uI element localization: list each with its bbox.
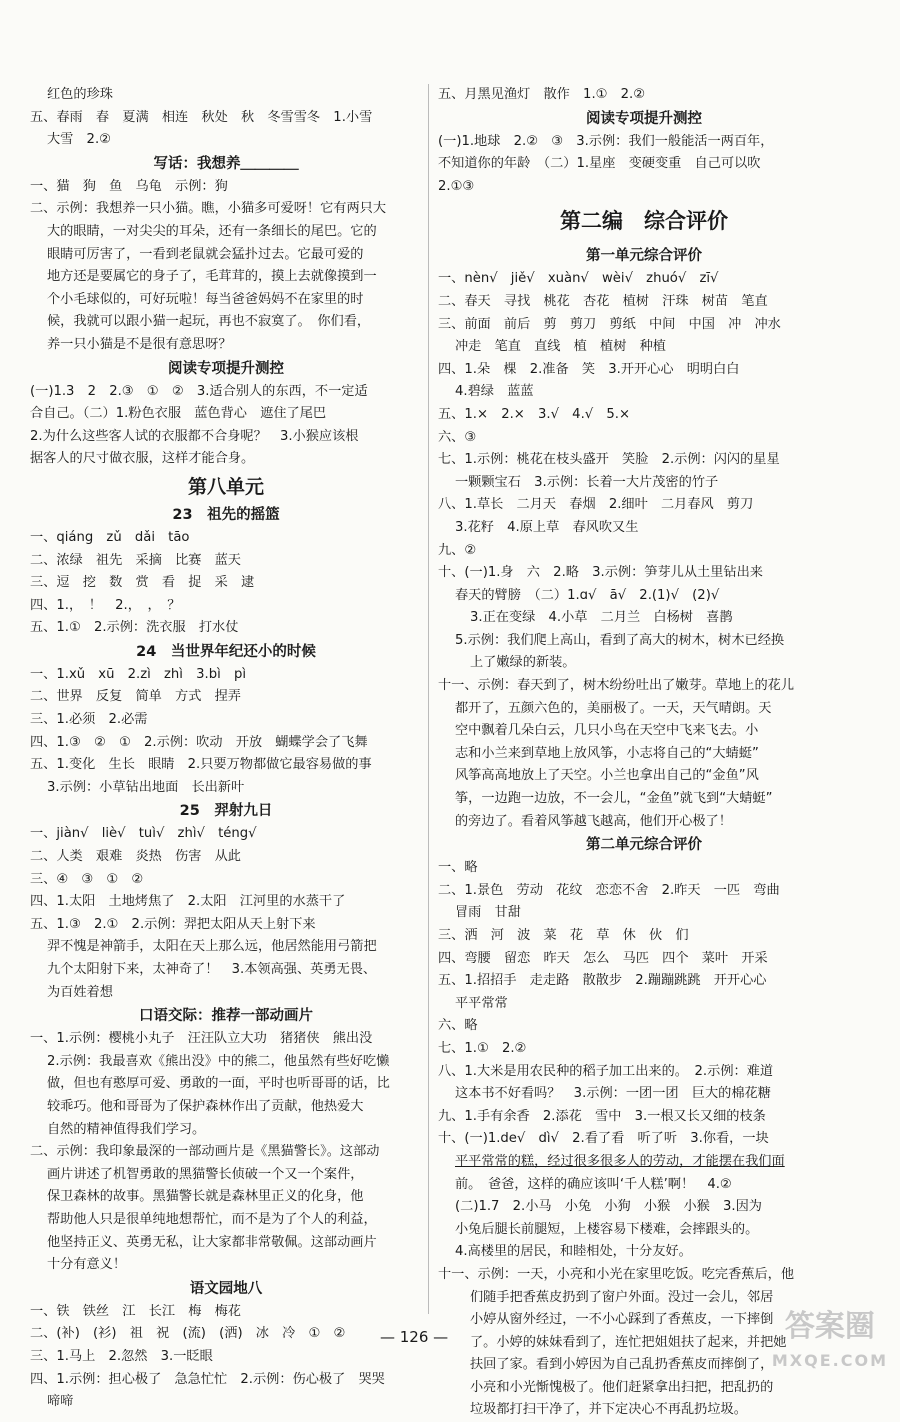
left-line: 二、世界 反复 简单 方式 捏弄 <box>30 689 241 705</box>
left-line: 二、人类 艰难 炎热 伤害 从此 <box>30 849 241 865</box>
left-line: 23 祖先的摇篮 <box>172 506 280 523</box>
left-line: 四、1.示例：担心极了 急急忙忙 2.示例：伤心极了 哭哭 <box>30 1371 385 1387</box>
right-line: 筝，一边跑一边放，不一会儿，“金鱼”就飞到“大蜻蜓” <box>455 791 773 807</box>
right-line: (二)1.7 2.小马 小兔 小狗 小猴 小猴 3.因为 <box>455 1199 762 1215</box>
watermark-bottom: MXQE.COM <box>771 1351 888 1370</box>
left-line: 保卫森林的故事。黑猫警长就是森林里正义的化身，他 <box>47 1189 364 1205</box>
right-line: 五、1.× 2.× 3.√ 4.√ 5.× <box>438 406 630 422</box>
right-line: 5.示例：我们爬上高山，看到了高大的树木，树木已经换 <box>455 632 785 648</box>
right-line: 都开了，五颜六色的，美丽极了。一天，天气晴朗。天 <box>455 700 772 716</box>
left-line: 一、jiàn√ liè√ tuì√ zhì√ téng√ <box>30 826 257 842</box>
left-line: 一、1.示例：樱桃小丸子 汪汪队立大功 猪猪侠 熊出没 <box>30 1031 373 1047</box>
left-line: 大雪 2.② <box>47 132 111 148</box>
right-line: 小婷从窗外经过，一不小心踩到了香蕉皮，一下摔倒 <box>470 1312 774 1328</box>
right-line: 小兔后腿长前腿短，上楼容易下楼难，会摔跟头的。 <box>455 1221 759 1237</box>
left-line: 九个太阳射下来，太神奇了！ 3.本领高强、英勇无畏、 <box>47 962 377 977</box>
left-line: 口语交际：推荐一部动画片 <box>139 1008 313 1025</box>
right-line: 七、1.① 2.② <box>438 1040 527 1056</box>
right-line: 冒雨 甘甜 <box>455 905 521 921</box>
right-line: 小亮和小光惭愧极了。他们赶紧拿出扫把，把乱扔的 <box>470 1379 774 1395</box>
left-line: 养一只小猫是不是很有意思呀？ <box>47 336 232 352</box>
right-line: 前。 爸爸，这样的确应该叫‘千人糕’啊！ 4.② <box>455 1176 732 1192</box>
right-line: 4.碧绿 蓝蓝 <box>455 384 534 400</box>
left-line: 三、1.必须 2.必需 <box>30 712 148 728</box>
left-line: 二、示例：我印象最深的一部动画片是《黑猫警长》。这部动 <box>30 1144 380 1160</box>
left-line: 第八单元 <box>187 475 264 498</box>
left-line: 较乖巧。他和哥哥为了保护森林作出了贡献，他热爱大 <box>47 1098 364 1114</box>
left-line: 五、1.① 2.示例：洗衣服 打水仗 <box>30 620 239 636</box>
right-line: 春天的臂膀 （二）1.ɑ√ ā√ 2.(1)√ (2)√ <box>455 587 720 603</box>
right-line: 垃圾都打扫干净了，并下定决心不再乱扔垃圾。 <box>470 1402 747 1418</box>
right-line: 上了嫩绿的新装。 <box>470 655 576 671</box>
right-line: (一)1.地球 2.② ③ 3.示例：我们一般能活一两百年， <box>438 133 774 149</box>
right-line: 3.花籽 4.原上草 春风吹又生 <box>455 519 639 535</box>
right-line: 十一、示例：一天，小亮和小光在家里吃饭。吃完香蕉后，他 <box>438 1266 795 1282</box>
right-line: 三、前面 前后 剪 剪刀 剪纸 中间 中国 冲 冲水 <box>438 316 781 332</box>
left-line: 二、(补) (衫) 祖 祝 (流) (洒) 冰 冷 ① ② <box>30 1326 346 1342</box>
left-line: 三、1.马上 2.忽然 3.一眨眼 <box>30 1348 213 1364</box>
left-line: 十分有意义！ <box>47 1257 127 1273</box>
left-line: 做，但也有憨厚可爱、勇敢的一面，平时也听哥哥的话，比 <box>47 1076 390 1092</box>
right-line: 一、nèn√ jiě√ xuàn√ wèi√ zhuó√ zī√ <box>438 271 719 287</box>
watermark <box>772 1310 888 1378</box>
right-line: 七、1.示例：桃花在枝头盛开 笑脸 2.示例：闪闪的星星 <box>438 452 780 468</box>
left-line: 3.示例：小草钻出地面 长出新叶 <box>47 779 245 795</box>
right-line: 一颗颗宝石 3.示例：长着一大片茂密的竹子 <box>455 474 719 490</box>
right-line: 风筝高高地放上了天空。小兰也拿出自己的“金鱼”风 <box>455 768 759 784</box>
left-line: (一)1.3 2 2.③ ① ② 3.适合别人的东西，不一定适 <box>30 383 368 399</box>
left-line: 2.为什么这些客人试的衣服都不合身呢？ 3.小猴应该根 <box>30 428 359 444</box>
right-line: 五、1.招招手 走走路 散散步 2.蹦蹦跳跳 开开心心 <box>438 973 767 989</box>
right-line: 十一、示例：春天到了，树木纷纷吐出了嫩芽。草地上的花儿 <box>438 678 795 694</box>
right-line: 六、③ <box>438 429 477 445</box>
right-line: 十、(一)1.de√ dì√ 2.看了看 听了听 3.你看，一块 <box>438 1131 769 1147</box>
left-line: 羿不愧是神箭手，太阳在天上那么远，他居然能用弓箭把 <box>47 939 377 955</box>
left-line: 一、qiáng zǔ dǎi tāo <box>30 529 190 545</box>
left-line: 语文园地八 <box>189 1280 263 1297</box>
left-line: 二、示例：我想养一只小猫。瞧，小猫多可爱呀！它有两只大 <box>30 201 387 217</box>
left-line: 四、1.太阳 土地烤焦了 2.太阳 江河里的水蒸干了 <box>30 894 346 910</box>
left-line: 一、铁 铁丝 江 长江 梅 梅花 <box>30 1303 241 1319</box>
left-line: 四、1.， ！ 2.， ， ？ <box>30 597 181 613</box>
right-line: 八、1.大米是用农民种的稻子加工出来的。 2.示例：难道 <box>438 1063 774 1079</box>
right-line: 3.正在变绿 4.小草 二月兰 白杨树 喜鹊 <box>470 610 733 626</box>
right-line: 这本书不好看吗？ 3.示例：一团一团 巨大的棉花糖 <box>455 1086 771 1102</box>
right-column <box>438 84 850 1422</box>
right-line: 一、略 <box>438 860 478 876</box>
left-line: 自然的精神值得我们学习。 <box>47 1121 206 1137</box>
right-line: 第一单元综合评价 <box>586 248 702 265</box>
right-line: 2.①③ <box>438 178 475 194</box>
left-line: 24 当世界年纪还小的时候 <box>136 643 316 660</box>
left-line: 他坚持正义、英勇无私，让大家都非常敬佩。这部动画片 <box>47 1234 377 1250</box>
right-line: 不知道你的年龄 （二）1.星座 变硬变重 自己可以吹 <box>438 156 761 172</box>
right-line: 四、弯腰 留恋 昨天 怎么 马匹 四个 菜叶 开采 <box>438 950 768 966</box>
left-line: 个小毛球似的，可好玩啦！每当爸爸妈妈不在家里的时 <box>47 291 364 307</box>
right-line: 空中飘着几朵白云，几只小鸟在天空中飞来飞去。小 <box>455 723 759 739</box>
right-line: 第二单元综合评价 <box>586 837 702 854</box>
right-line: 二、春天 寻找 桃花 杏花 植树 汗珠 树苗 笔直 <box>438 293 768 309</box>
right-line: 九、② <box>438 542 477 558</box>
left-column <box>30 84 422 1414</box>
left-line: 大的眼睛，一对尖尖的耳朵，还有一条细长的尾巴。它的 <box>47 223 377 239</box>
left-line: 25 羿射九日 <box>179 803 273 820</box>
left-line: 红色的珍珠 <box>47 87 113 102</box>
left-line: 三、④ ③ ① ② <box>30 871 144 887</box>
left-line: 合自己。（二）1.粉色衣服 蓝色背心 遮住了尾巴 <box>30 406 327 422</box>
right-line: 平平常常的糕，经过很多很多人的劳动，才能摆在我们面 <box>455 1153 785 1169</box>
right-line: 十、(一)1.身 六 2.略 3.示例：笋芽儿从土里钻出来 <box>438 565 763 581</box>
watermark-top: 答案圈 <box>784 1309 875 1344</box>
left-line: 阅读专项提升测控 <box>168 360 284 377</box>
left-line: 一、1.xǔ xū 2.zì zhì 3.bì pì <box>30 666 246 682</box>
right-line: 四、1.朵 棵 2.准备 笑 3.开开心心 明明白白 <box>438 361 740 377</box>
left-line: 地方还是要属它的身子了，毛茸茸的，摸上去就像摸到一 <box>47 269 377 285</box>
left-line: 据客人的尺寸做衣服，这样才能合身。 <box>30 451 255 467</box>
right-line: 志和小兰来到草地上放风筝，小志将自己的“大蜻蜓” <box>455 745 759 761</box>
right-line: 平平常常 <box>455 995 508 1011</box>
left-line: 一、猫 狗 鱼 乌龟 示例：狗 <box>30 178 228 194</box>
right-line: 们随手把香蕉皮扔到了窗户外面。没过一会儿，邻居 <box>470 1289 774 1305</box>
left-line: 为百姓着想 <box>47 984 113 1000</box>
page-number: — 126 — <box>380 1328 449 1346</box>
left-line: 帮助他人只是很单纯地想帮忙，而不是为了个人的利益， <box>47 1211 377 1227</box>
left-line: 写话：我想养＿＿＿＿ <box>153 155 299 172</box>
left-line: 四、1.③ ② ① 2.示例：吹动 开放 蝴蝶学会了飞舞 <box>30 734 368 750</box>
column-divider <box>428 84 429 1314</box>
right-line: 八、1.草长 二月天 春烟 2.细叶 二月春风 剪刀 <box>438 497 754 513</box>
left-line: 候，我就可以跟小猫一起玩，再也不寂寞了。 你们看， <box>47 314 371 330</box>
right-line: 二、1.景色 劳动 花纹 恋恋不舍 2.昨天 一匹 弯曲 <box>438 882 780 898</box>
right-line: 4.高楼里的居民，和睦相处，十分友好。 <box>455 1244 692 1260</box>
right-line: 三、洒 河 波 菜 花 草 休 伙 们 <box>438 928 689 943</box>
right-line: 冲走 笔直 直线 植 植树 种植 <box>455 339 666 355</box>
left-line: 三、逗 挖 数 赏 看 捉 采 逮 <box>30 575 255 591</box>
left-line: 五、1.变化 生长 眼睛 2.只要万物都做它最容易做的事 <box>30 757 372 773</box>
right-line: 阅读专项提升测控 <box>586 110 702 127</box>
left-line: 五、1.③ 2.① 2.示例：羿把太阳从天上射下来 <box>30 916 316 932</box>
left-line: 2.示例：我最喜欢《熊出没》中的熊二，他虽然有些好吃懒 <box>47 1053 390 1069</box>
right-line: 九、1.手有余香 2.添花 雪中 3.一根又长又细的枝条 <box>438 1108 766 1124</box>
left-line: 啼啼 <box>47 1394 74 1410</box>
right-line: 第二编 综合评价 <box>560 209 728 234</box>
left-line: 眼睛可厉害了，一看到老鼠就会猛扑过去。它最可爱的 <box>47 246 364 262</box>
right-line: 扶回了家。看到小婷因为自己乱扔香蕉皮而摔倒了， <box>470 1357 774 1373</box>
left-line: 五、春雨 春 夏满 相连 秋处 秋 冬雪雪冬 1.小雪 <box>30 109 373 125</box>
left-line: 二、浓绿 祖先 采摘 比赛 蓝天 <box>30 552 241 568</box>
right-line: 五、月黑见渔灯 散作 1.① 2.② <box>438 87 646 102</box>
left-line: 画片讲述了机智勇敢的黑猫警长侦破一个又一个案件， <box>47 1166 364 1182</box>
right-line: 的旁边了。看着风筝越飞越高，他们开心极了！ <box>455 813 732 829</box>
right-line: 了。小婷的妹妹看到了，连忙把姐姐扶了起来，并把她 <box>470 1334 787 1350</box>
right-line: 六、略 <box>438 1018 478 1034</box>
